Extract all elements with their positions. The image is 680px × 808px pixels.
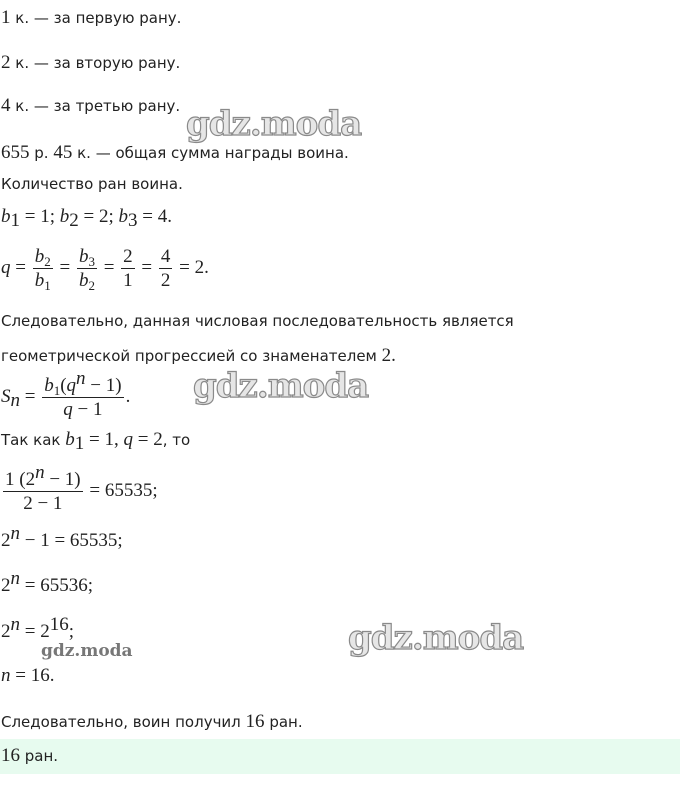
text-conclusion-line-2: геометрической прогрессией со знаменателем 2. — [1, 345, 396, 366]
formula-equation-2: $2^n - 1 = 65535$; — [1, 523, 123, 551]
fraction: $\frac{b_1(q^n - 1)}{q - 1}$ — [44, 368, 122, 420]
formula-equation-4: $2^n = 2^{16}$; — [1, 614, 74, 642]
watermark-logo: gdz.moda — [348, 618, 524, 658]
fraction: $\frac{1 (2^n - 1)}{2 - 1}$ — [5, 462, 81, 514]
formula-equation-1: $\frac{1 (2^n - 1)}{2 - 1}$ = 65535; — [5, 462, 158, 514]
fraction: $\frac{2}{1}$ — [123, 246, 133, 291]
text-conclusion-line-1: Следовательно, данная числовая последовательность является — [1, 312, 514, 330]
number: 45 — [53, 142, 73, 163]
watermark-logo: gdz.moda — [193, 366, 369, 406]
formula-equation-5: n = 16. — [1, 665, 55, 686]
line-text: р. — [29, 144, 54, 162]
formula-ratio: q = $\frac{b_2}{b_1}$ = $\frac{b_3}{b_2}$ = $\frac{2}{1}$ = $\frac{4}{2}$ = 2. — [1, 246, 209, 293]
number: 2 — [1, 52, 11, 73]
text-line-second-wound — [1, 53, 180, 73]
watermark-logo: gdz.moda — [186, 104, 362, 144]
formula-sum: $S_n$ = $\frac{b_1(q^n - 1)}{q - 1}$ . — [1, 368, 131, 420]
answer-text: 16 ран. — [1, 745, 59, 766]
watermark-logo: gdz.moda — [41, 641, 133, 661]
answer-box — [0, 739, 680, 774]
line-text: к. — за первую рану. — [10, 9, 182, 27]
number: 4 — [1, 95, 11, 116]
text-final-line: Следовательно, воин получил 16 ран. — [1, 711, 303, 732]
number: 1 — [1, 7, 11, 28]
fraction: $\frac{b_2}{b_1}$ — [34, 246, 51, 293]
fraction: $\frac{4}{2}$ — [160, 246, 171, 291]
line-text: к. — общая сумма награды воина. — [72, 144, 349, 162]
text-line-first-wound — [1, 8, 181, 28]
text-line-total-reward — [1, 143, 349, 163]
text-since-line: Так как $b_1 = 1$, q = 2, то — [1, 429, 191, 454]
line-text: к. — за вторую рану. — [10, 54, 181, 72]
formula-terms: $b_1 = 1$; $b_2 = 2$; $b_3 = 4$. — [1, 206, 172, 231]
number: 655 — [1, 142, 30, 163]
line-text: к. — за третью рану. — [10, 97, 181, 115]
text-line-wound-count: Количество ран воина. — [1, 175, 183, 193]
fraction: $\frac{b_3}{b_2}$ — [78, 246, 95, 293]
text-line-third-wound — [1, 96, 180, 116]
formula-equation-3: $2^n = 65536$; — [1, 568, 93, 596]
